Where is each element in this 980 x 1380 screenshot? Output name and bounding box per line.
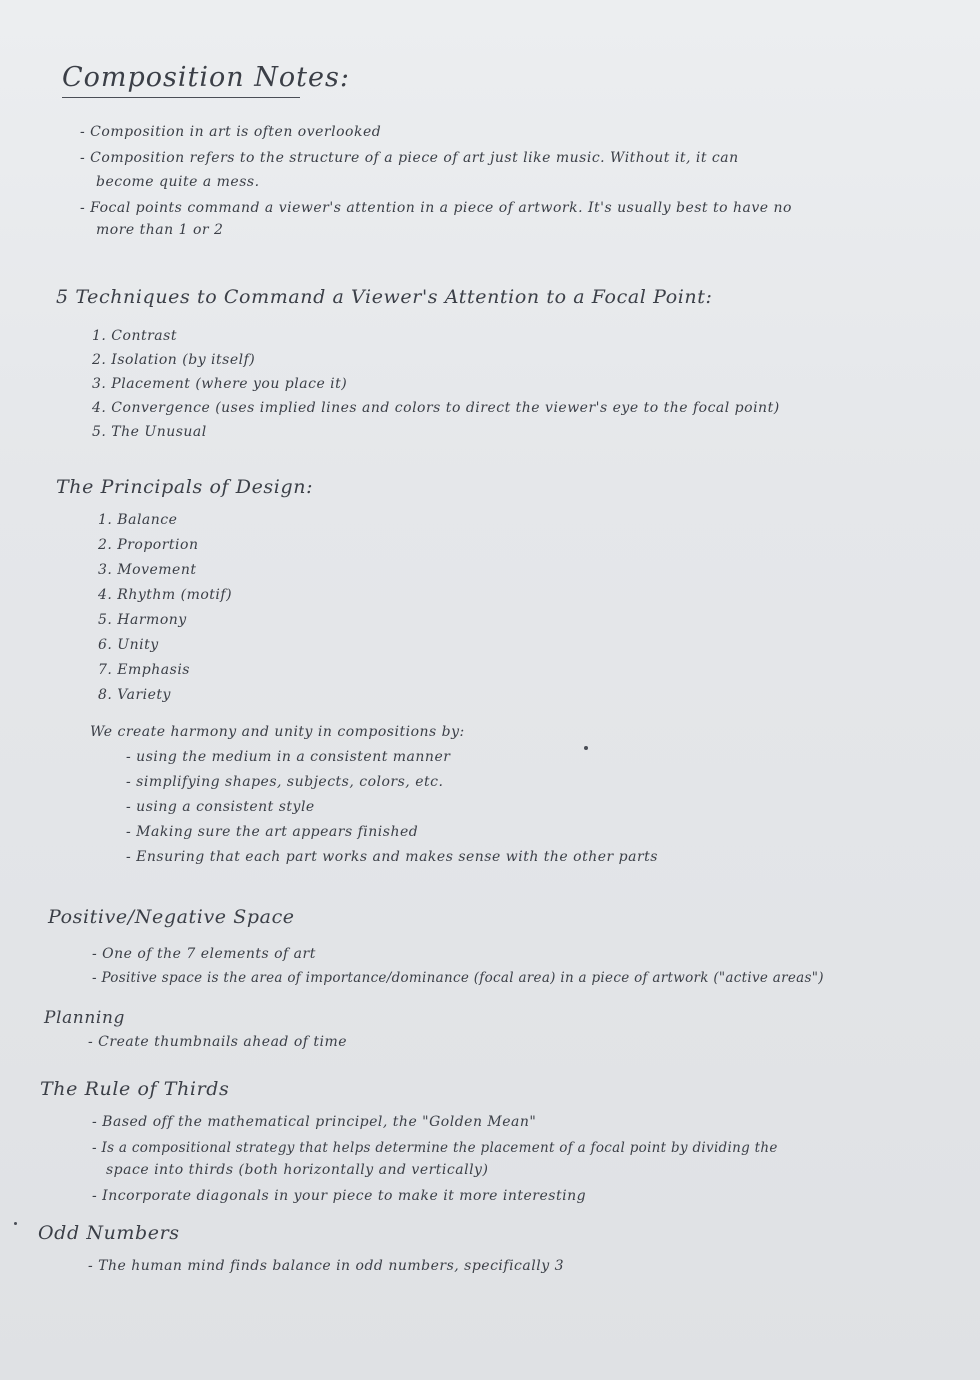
space-line-1: - One of the 7 elements of art <box>92 946 316 962</box>
space-heading: Positive/Negative Space <box>48 906 295 928</box>
thirds-line-3: - Incorporate diagonals in your piece to make it more interesting <box>92 1188 587 1204</box>
ink-dot <box>14 1222 17 1225</box>
principle-item: 7. Emphasis <box>98 662 190 678</box>
harmony-item: - using a consistent style <box>126 799 315 815</box>
harmony-item: - using the medium in a consistent manner <box>126 749 451 765</box>
technique-item: 1. Contrast <box>92 328 177 344</box>
intro-line-2-cont: become quite a mess. <box>96 174 260 190</box>
thirds-line-2-cont: space into thirds (both horizontally and vertically) <box>106 1162 489 1178</box>
technique-item: 3. Placement (where you place it) <box>92 376 348 392</box>
ink-dot <box>584 746 588 750</box>
principle-item: 1. Balance <box>98 512 178 528</box>
planning-line-1: - Create thumbnails ahead of time <box>88 1034 348 1050</box>
intro-line-1: - Composition in art is often overlooked <box>80 124 382 140</box>
harmony-item: - simplifying shapes, subjects, colors, etc. <box>126 774 444 790</box>
principle-item: 2. Proportion <box>98 537 199 553</box>
technique-item: 5. The Unusual <box>92 424 207 440</box>
page-title: Composition Notes: <box>62 62 300 98</box>
technique-item: 4. Convergence (uses implied lines and colors to direct the viewer's eye to the focal point) <box>92 400 780 416</box>
principle-item: 8. Variety <box>98 687 171 703</box>
intro-line-3: - Focal points command a viewer's attention in a piece of artwork. It's usually best to have no <box>80 200 792 216</box>
techniques-heading: 5 Techniques to Command a Viewer's Attention to a Focal Point: <box>56 286 713 308</box>
planning-heading: Planning <box>44 1008 125 1028</box>
space-line-2: - Positive space is the area of importance/dominance (focal area) in a piece of artwork ("active areas") <box>92 970 824 986</box>
odd-heading: Odd Numbers <box>38 1222 180 1244</box>
intro-line-3-cont: more than 1 or 2 <box>96 222 224 238</box>
thirds-line-1: - Based off the mathematical principel, the "Golden Mean" <box>92 1114 537 1130</box>
harmony-item: - Making sure the art appears finished <box>126 824 419 840</box>
odd-line-1: - The human mind finds balance in odd numbers, specifically 3 <box>88 1258 564 1274</box>
principle-item: 5. Harmony <box>98 612 187 628</box>
thirds-heading: The Rule of Thirds <box>40 1078 230 1100</box>
principle-item: 4. Rhythm (motif) <box>98 587 233 603</box>
principles-heading: The Principals of Design: <box>56 476 314 498</box>
thirds-line-2: - Is a compositional strategy that helps determine the placement of a focal point by dividing the <box>92 1140 778 1156</box>
principle-item: 3. Movement <box>98 562 197 578</box>
principle-item: 6. Unity <box>98 637 159 653</box>
intro-line-2: - Composition refers to the structure of a piece of art just like music. Without it, it can <box>80 150 739 166</box>
harmony-item: - Ensuring that each part works and makes sense with the other parts <box>126 849 658 865</box>
technique-item: 2. Isolation (by itself) <box>92 352 256 368</box>
harmony-intro: We create harmony and unity in compositions by: <box>90 724 465 740</box>
